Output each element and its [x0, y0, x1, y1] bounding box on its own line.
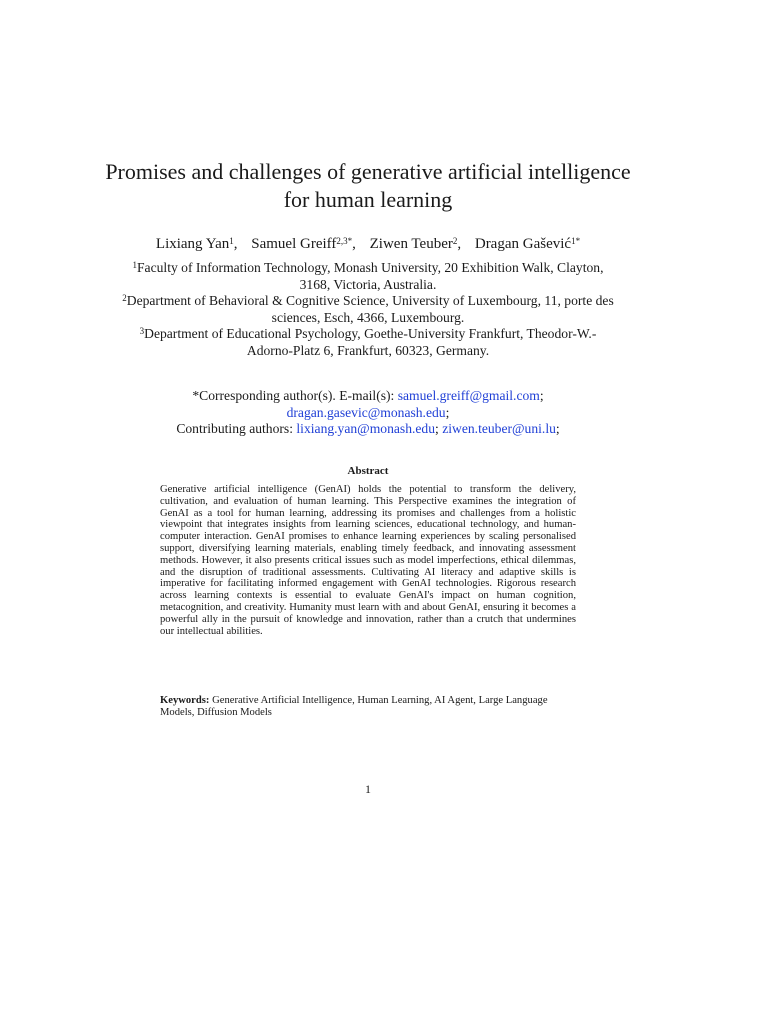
contributing-line: Contributing authors: lixiang.yan@monash.edu; ziwen.teuber@uni.lu;	[176, 421, 560, 436]
affiliation: $^2$Department of Behavioral & Cognitive Science, University of Luxembourg, 11, porte des sciences, Esch, 4366, Luxembourg.	[122, 293, 614, 325]
email-link[interactable]: samuel.greiff@gmail.com	[397, 388, 540, 403]
keywords	[160, 695, 576, 719]
author-name: Ziwen Teuber$^2$,	[369, 236, 462, 252]
paper-title: Promises and challenges of generative artificial intelligence for human learning	[105, 159, 631, 212]
author-name: Lixiang Yan$^1$,	[155, 236, 238, 252]
abstract-text: Generative artificial intelligence (GenAI) holds the potential to transform the delivery, cultivation, and evaluation of human learning. This Perspective examines the integration of GenAI as a tool for human learning, addressing its promises and challenges from a holistic viewpoint that integrates insights from learning sciences, educational technology, and human-computer interaction. GenAI promises to enhance learning experiences by scaling personalised support, diversifying learning materials, enabling timely feedback, and innovating assessment methods. However, it also presents critical issues such as model imperfections, ethical dilemmas, and the disruption of traditional assessments. Cultivating AI literacy and adaptive skills is imperative for facilitating informed engagement with GenAI technologies. Rigorous research across learning contexts is essential to evaluate GenAI's impact on human cognition, metacognition, and creativity. Humanity must learn with and about GenAI, ensuring it becomes a powerful ally in the pursuit of knowledge and innovation, rather than a crutch that undermines our intellectual abilities.	[160, 484, 576, 637]
author-name: Samuel Greiff$^{2,3*}$,	[251, 236, 356, 252]
corresponding-line: *Corresponding author(s). E-mail(s): samuel.greiff@gmail.com;	[192, 388, 544, 403]
keywords-label: Keywords:	[160, 695, 210, 706]
email-link[interactable]: lixiang.yan@monash.edu	[296, 421, 436, 436]
corresponding-line-2: dragan.gasevic@monash.edu;	[286, 404, 450, 420]
author-list	[90, 234, 646, 254]
email-link[interactable]: ziwen.teuber@uni.lu	[442, 421, 556, 436]
page-number: 1	[365, 782, 371, 796]
abstract-heading: Abstract	[347, 465, 389, 477]
email-link[interactable]: dragan.gasevic@monash.edu	[286, 404, 446, 420]
keywords-text: Generative Artificial Intelligence, Human Learning, AI Agent, Large Language Models, Diffusion Models	[160, 695, 548, 718]
affiliation: $^1$Faculty of Information Technology, Monash University, 20 Exhibition Walk, Clayton, 3168, Victoria, Australia.	[132, 260, 604, 292]
author-name: Dragan Gašević$^{1*}$	[474, 236, 581, 252]
correspondence-block	[110, 388, 626, 438]
affiliation-list	[120, 260, 616, 359]
affiliation: $^3$Department of Educational Psychology, Goethe-University Frankfurt, Theodor-W.-Adorno-Platz 6, Frankfurt, 60323, Germany.	[139, 326, 597, 358]
